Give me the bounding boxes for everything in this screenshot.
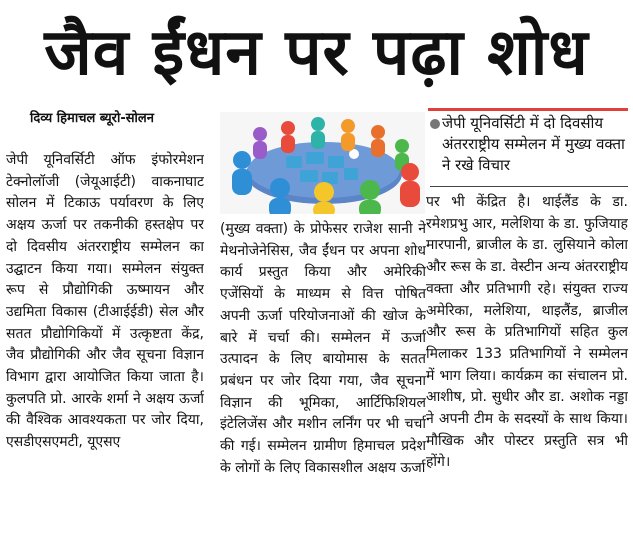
pull-quote-text: जेपी यूनिवर्सिटी में दो दिवसीय अंतरराष्ट्रीय सम्मेलन में मुख्य वक्ता ने रखे विचार xyxy=(442,114,625,174)
teamwork-puzzle-illustration xyxy=(220,112,425,214)
divider xyxy=(430,186,628,187)
byline: दिव्य हिमाचल ब्यूरो-सोलन xyxy=(30,111,154,126)
bullet-icon xyxy=(430,119,440,129)
article-photo xyxy=(220,112,425,214)
article-column-3: पर भी केंद्रित है। थाईलैंड के डा. रमेशप्रभु आर, मलेशिया के डा. फुजियाह मारपानी, ब्राजील के डा. लुसियाने कोला और रूस के डा. वेस्टीन अन्य अंतरराष्ट्रीय वक्ता और प्रतिभागी रहे। संयुक्त राज्य अमेरिका, मलेशिया, थाइलैंड, ब्राजील और रूस के प्रतिभागियों सहित कुल मिलाकर 133 प्रतिभागियों ने सम्मेलन में भाग लिया। कार्यक्रम का संचालन प्रो. आशीष, प्रो. सुधीर और डा. अशोक नड्डा ने अपनी टीम के सदस्यों के साथ किया। मौखिक और पोस्टर प्रस्तुति सत्र भी होंगे। xyxy=(426,194,628,471)
article-column-1: जेपी यूनिवर्सिटी ऑफ इंफोरमेशन टेक्नोलॉजी (जेयूआईटी) वाकनाघाट सोलन में टिकाऊ पर्यावरण के लिए अक्षय ऊर्जा पर तकनीकी हस्तक्षेप पर दो दिवसीय अंतरराष्ट्रीय सम्मेलन का उद्घाटन किया गया। सम्मेलन संयुक्त रूप से प्रौद्योगिकी ऊष्मायन और उद्यमिता विकास (टीआईईडी) सेल और सतत प्रौद्योगिकियों में उत्कृष्टता केंद्र, जैव प्रौद्योगिकी और जैव सूचना विज्ञान विभाग द्वारा आयोजित किया जाता है। कुलपति प्रो. आरके शर्मा ने अक्षय ऊर्जा की वैश्विक आवश्यकता पर जोर दिया, एसडीएसएमटी, यूएसए xyxy=(6,152,204,451)
headline: जैव ईंधन पर पढ़ा शोध xyxy=(44,15,589,90)
article-column-2: (मुख्य वक्ता) के प्रोफेसर राजेश सानी ने मेथनोजेनेसिस, जैव ईंधन पर अपना शोध कार्य प्रस्तुत किया और अमेरिकी एजेंसियों के माध्यम से वित्त पोषित अपनी ऊर्जा परियोजनाओं की खोज के बारे में चर्चा की। सम्मेलन में ऊर्जा उत्पादन के लिए बायोमास के सतत प्रबंधन पर जोर दिया गया, जैव सूचना विज्ञान की भूमिका, आर्टिफिशियल इंटेलिजेंस और मशीन लर्निंग पर भी चर्चा की गई। सम्मेलन ग्रामीण हिमाचल प्रदेश के लोगों के लिए विकासशील अक्षय ऊर्जा xyxy=(220,221,426,476)
pull-quote xyxy=(428,108,628,190)
